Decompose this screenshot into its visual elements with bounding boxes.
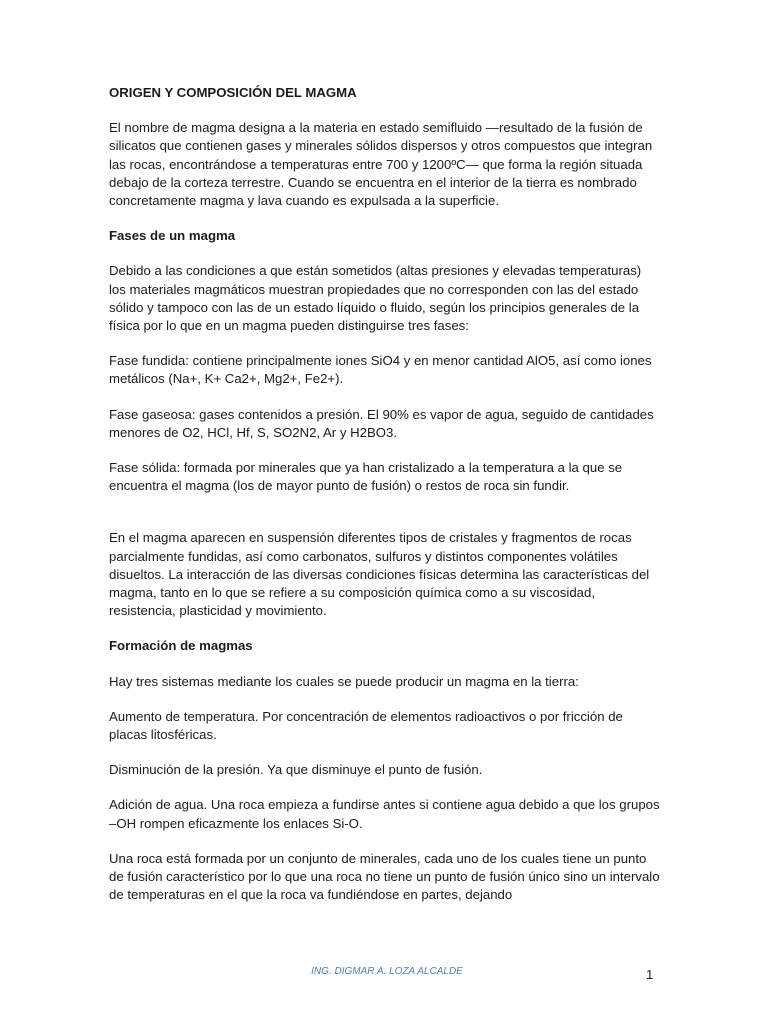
paragraph: Disminución de la presión. Ya que disminuye el punto de fusión. xyxy=(109,762,483,778)
paragraph: Fase sólida: formada por minerales que ya han cristalizado a la temperatura a la que se encuentra el magma (los de mayor punto de fusión) o restos de roca sin fundir. xyxy=(109,460,623,494)
paragraph: Fase fundida: contiene principalmente iones SiO4 y en menor cantidad AlO5, así como iones metálicos (Na+, K+ Ca2+, Mg2+, Fe2+). xyxy=(109,353,652,387)
document-title: ORIGEN Y COMPOSICIÓN DEL MAGMA xyxy=(109,85,357,100)
footer-author: ING. DIGMAR A. LOZA ALCALDE xyxy=(311,966,463,977)
document-body xyxy=(109,84,661,922)
paragraph: Una roca está formada por un conjunto de minerales, cada uno de los cuales tiene un punto de fusión característico por lo que una roca no tiene un punto de fusión único sino un intervalo de temperaturas en el que la roca va fundiéndose en partes, dejando xyxy=(109,850,660,903)
section-heading-fases: Fases de un magma xyxy=(109,228,236,244)
paragraph: En el magma aparecen en suspensión diferentes tipos de cristales y fragmentos de rocas parcialmente fundidas, así como carbonatos, sulfuros y distintos componentes volátiles disueltos. La interacción de las diversas condiciones físicas determina las características del magma, tanto en lo que se refiere a su composición química como a su viscosidad, resistencia, plasticidad y movimiento. xyxy=(109,530,650,619)
paragraph: Hay tres sistemas mediante los cuales se puede producir un magma en la tierra: xyxy=(109,673,579,689)
paragraph: Adición de agua. Una roca empieza a fundirse antes si contiene agua debido a que los grupos –OH rompen eficazmente los enlaces Si-O. xyxy=(109,797,660,831)
paragraph: Fase gaseosa: gases contenidos a presión. El 90% es vapor de agua, seguido de cantidades menores de O2, HCl, Hf, S, SO2N2, Ar y H2BO3. xyxy=(109,406,654,440)
section-heading-formacion: Formación de magmas xyxy=(109,638,253,654)
page-number: 1 xyxy=(646,967,654,982)
paragraph: Debido a las condiciones a que están sometidos (altas presiones y elevadas temperaturas) los materiales magmáticos muestran propiedades que no corresponden con las del estado sólido y tampoco con las de un estado líquido o fluido, según los principios generales de la física por lo que en un magma pueden distinguirse tres fases: xyxy=(109,263,642,334)
intro-paragraph: El nombre de magma designa a la materia en estado semifluido —resultado de la fusión de silicatos que contienen gases y minerales sólidos dispersos y otros compuestos que integran las rocas, encontrándose a temperaturas entre 700 y 1200ºC— que forma la región situada debajo de la corteza terrestre. Cuando se encuentra en el interior de la tierra es nombrado concretamente magma y lava cuando es expulsada a la superficie. xyxy=(109,120,653,209)
paragraph: Aumento de temperatura. Por concentración de elementos radioactivos o por fricción de placas litosféricas. xyxy=(109,708,623,743)
